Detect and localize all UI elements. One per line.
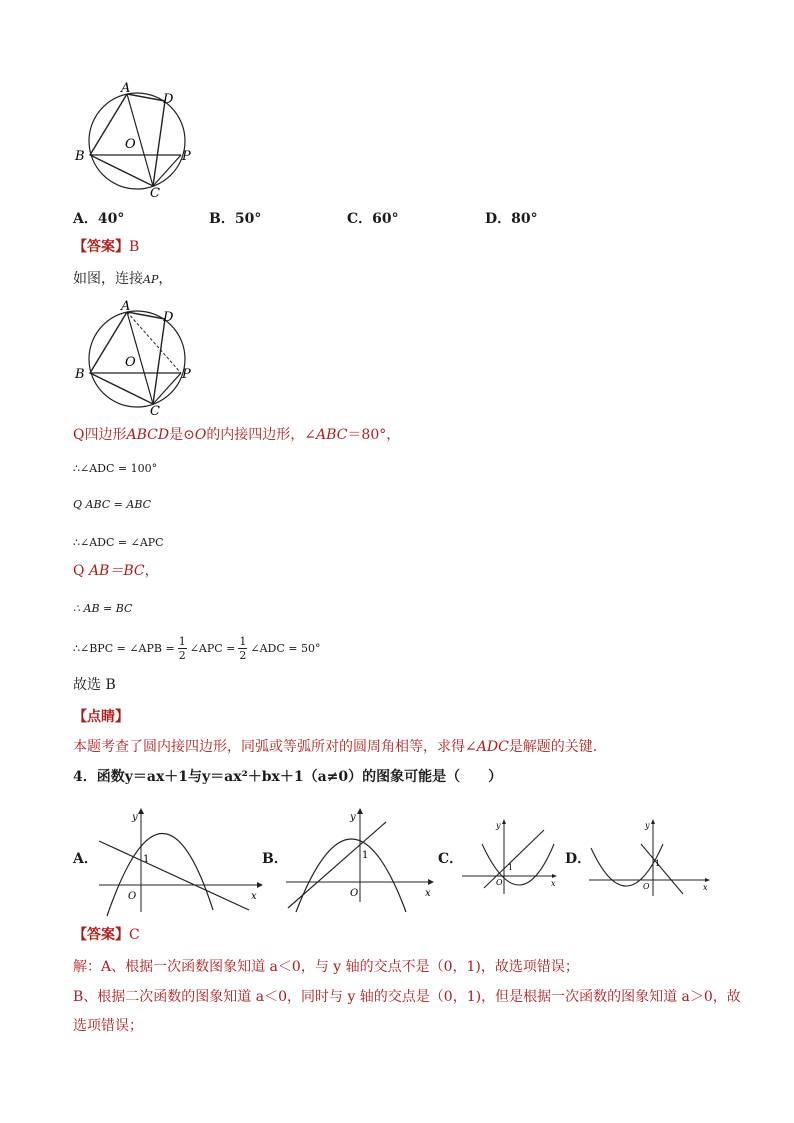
step-1 [73, 426, 400, 444]
intercept-label: 1 [362, 850, 369, 861]
fraction-denominator: 2 [239, 648, 247, 662]
explanation-line-1: 解：A、根据一次函数图象知道 a＜0，与 y 轴的交点不是（0，1)，故选项错误； [73, 959, 579, 975]
point-label-a: A [121, 299, 131, 314]
point-label-p: P [182, 367, 191, 382]
graph-option-d-label: D． [565, 851, 592, 867]
step-7 [73, 630, 321, 666]
fraction-half [238, 635, 247, 662]
x-axis-arrow [428, 879, 434, 885]
question-number: 4． [73, 769, 97, 785]
explanation-line-2: B、根据二次函数的图象知道 a＜0，同时与 y 轴的交点是（0，1)，但是根据一次函数的图象知道 a＞0，故 [73, 989, 741, 1005]
origin-label: O [496, 878, 503, 887]
step-1-text4: ＝80°， [347, 427, 401, 443]
conclusion: 故选 B [73, 677, 116, 693]
circle-outline [89, 311, 185, 407]
graph-option-c-label: C． [438, 851, 464, 867]
answer-tag: 【答案】 [73, 927, 129, 943]
step-1-text: 四边形 [84, 427, 127, 443]
question-text: 函数y＝ax＋1与y＝ax²＋bx＋1（a≠0）的图象可能是（ ） [96, 769, 503, 785]
circle-figure-1 [70, 78, 210, 200]
point-label-o: O [125, 355, 136, 370]
because-mark: Q [73, 563, 85, 579]
parabola-graph [296, 839, 406, 912]
graph-option-c [460, 816, 560, 900]
step-5-math: AB＝BC [88, 563, 145, 579]
step-1-math: ABCD [126, 427, 170, 443]
intercept-label: 1 [143, 854, 150, 865]
y-axis-arrow [651, 819, 655, 824]
answer-row-q4 [73, 926, 140, 944]
x-axis-label: x [251, 891, 257, 902]
x-axis-arrow [705, 878, 710, 882]
line-graph [484, 830, 544, 888]
graph-option-a-label: A． [73, 851, 98, 867]
dianjing-text [73, 738, 607, 756]
step-1-math3: ABC [316, 427, 348, 443]
fraction-half [178, 635, 187, 662]
option-d: D．80° [485, 211, 538, 227]
point-label-p: P [182, 149, 191, 164]
dianjing-text-b: 是解题的关键． [508, 739, 607, 755]
graph-option-a [95, 806, 265, 918]
y-axis-label: y [496, 821, 501, 830]
x-axis-arrow [257, 882, 263, 888]
solution-intro-text: 如图，连接 [73, 271, 143, 287]
x-axis-label: x [425, 888, 431, 899]
origin-label: O [643, 882, 650, 891]
point-label-b: B [75, 149, 85, 164]
x-axis-label: x [551, 879, 556, 888]
because-mark: Q [73, 427, 85, 443]
point-label-c: C [150, 404, 160, 418]
answer-row [73, 238, 139, 256]
dianjing-text-a: 本题考查了圆内接四边形，同弧或等弧所对的圆周角相等，求得 [73, 739, 465, 755]
step-1-text3: 的内接四边形，∠ [206, 427, 317, 443]
origin-label: O [128, 891, 137, 902]
graph-option-b [284, 806, 436, 918]
y-axis-arrow [357, 808, 363, 814]
x-axis-arrow [552, 874, 557, 878]
parabola-graph [107, 833, 213, 916]
y-axis-label: y [645, 821, 650, 830]
step-3: Q ABC = ABC [73, 498, 152, 511]
step-7-mid: ∠APC = [189, 641, 236, 655]
option-a: A．40° [73, 211, 125, 227]
point-label-a: A [121, 81, 131, 96]
option-c: C．60° [347, 211, 399, 227]
fraction-numerator: 1 [178, 634, 186, 648]
step-1-math2: O [194, 427, 207, 443]
solution-intro [73, 270, 172, 289]
point-label-c: C [150, 186, 160, 200]
dianjing-tag: 【点睛】 [73, 709, 129, 725]
option-b: B．50° [209, 211, 262, 227]
y-axis-label: y [132, 812, 138, 823]
step-6: ∴ AB = BC [73, 602, 133, 615]
solution-intro-math: AP [143, 273, 159, 286]
x-axis-label: x [703, 883, 708, 892]
y-axis-arrow [502, 819, 506, 824]
graph-option-d [587, 814, 715, 900]
fraction-numerator: 1 [239, 634, 247, 648]
point-label-o: O [125, 137, 136, 152]
step-2: ∴∠ADC = 100° [73, 462, 158, 475]
circle-figure-2 [70, 296, 210, 418]
answer-tag: 【答案】 [73, 239, 129, 255]
y-axis-arrow [138, 808, 144, 814]
solution-intro-end: ， [158, 271, 173, 287]
question-4 [73, 768, 502, 786]
line-graph [99, 841, 249, 910]
answer-value: C [129, 927, 140, 943]
step-7-pre: ∴∠BPC = ∠APB = [73, 641, 175, 655]
step-1-text2: 是⊙ [169, 427, 195, 443]
step-5-end: ， [144, 563, 159, 579]
circle-outline [89, 93, 185, 189]
step-7-end: ∠ADC = 50° [250, 641, 321, 655]
step-4: ∴∠ADC = ∠APC [73, 536, 164, 549]
fraction-denominator: 2 [178, 648, 186, 662]
origin-label: O [350, 888, 359, 899]
point-label-d: D [163, 92, 174, 107]
graph-option-b-label: B． [262, 851, 288, 867]
explanation-line-3: 选项错误； [73, 1018, 143, 1034]
y-axis-label: y [350, 812, 356, 823]
point-label-b: B [75, 367, 85, 382]
step-5 [73, 562, 159, 580]
intercept-label: 1 [508, 863, 514, 872]
answer-value: B [129, 239, 140, 255]
point-label-d: D [163, 310, 174, 325]
dianjing-math: ∠ADC [465, 739, 509, 755]
intercept-label: 1 [655, 859, 661, 868]
